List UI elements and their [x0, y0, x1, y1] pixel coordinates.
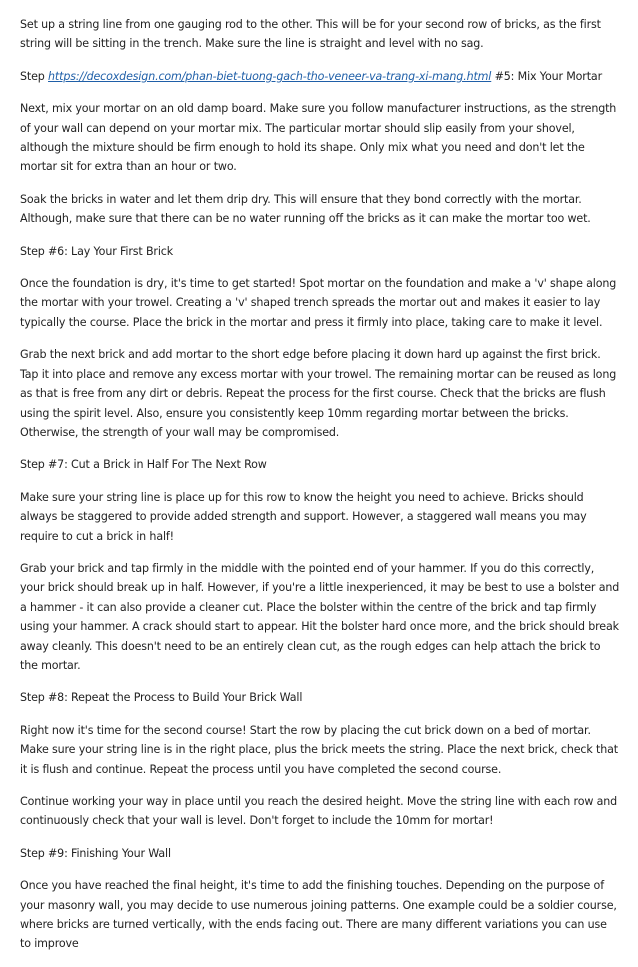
step-5-heading: [20, 67, 620, 86]
paragraph-second-course: Right now it's time for the second course! Start the row by placing the cut brick down on a bed of mortar. Make sure your string line is in the right place, plus the brick meets the string. Place the next brick, check that it is flush and continue. Repeat the process until you have completed the second course.: [20, 723, 618, 776]
step-5-title: #5: Mix Your Mortar: [491, 69, 602, 83]
paragraph-foundation: Once the foundation is dry, it's time to get started! Spot mortar on the foundation and make a 'v' shape along the mortar with your trowel. Creating a 'v' shaped trench spreads the mortar out and makes it easier to lay typically the course. Place the brick in the mortar and press it firmly into place, taking care to make it level.: [20, 277, 617, 329]
step-8-heading: Step #8: Repeat the Process to Build Your Brick Wall: [20, 691, 303, 705]
decoxdesign-link[interactable]: https://decoxdesign.com/phan-biet-tuong-gach-tho-veneer-va-trang-xi-mang.html: [48, 69, 492, 83]
document-body: [20, 15, 620, 967]
step-9-heading: Step #9: Finishing Your Wall: [20, 846, 171, 860]
paragraph-cut-brick: Grab your brick and tap firmly in the middle with the pointed end of your hammer. If you do this correctly, your brick should break up in half. However, if you're a little inexperienced, it may be best to use a bolster and a hammer - it can also provide a cleaner cut. Place the bolster within the centre of the brick and tap firmly using your hammer. A crack should start to appear. Hit the bolster hard once more, and the brick should break away cleanly. This doesn't need to be an entirely clean cut, as the rough edges can help attach the brick to the mortar.: [20, 561, 620, 672]
paragraph-string-line: Set up a string line from one gauging rod to the other. This will be for your second row of bricks, as the first string will be sitting in the trench. Make sure the line is straight and level with no sag.: [20, 18, 601, 51]
paragraph-finishing: Once you have reached the final height, it's time to add the finishing touches. Depending on the purpose of your masonry wall, you may decide to use numerous joining patterns. One example could be a soldier course, where bricks are turned vertically, with the ends facing out. There are many different variations you can use to improve: [20, 879, 617, 951]
paragraph-next-brick: Grab the next brick and add mortar to the short edge before placing it down hard up against the first brick. Tap it into place and remove any excess mortar with your trowel. The remaining mortar can be reused as long as that is free from any dirt or debris. Repeat the process for the first course. Check that the bricks are flush using the spirit level. Also, ensure you consistently keep 10mm regarding mortar between the bricks. Otherwise, the strength of your wall may be compromised.: [20, 348, 617, 439]
paragraph-mix-mortar: Next, mix your mortar on an old damp board. Make sure you follow manufacturer instructions, as the strength of your wall can depend on your mortar mix. The particular mortar should slip easily from your shovel, although the mixture should be firm enough to hold its shape. Only mix what you need and don't let the mortar sit for extra than an hour or two.: [20, 102, 617, 174]
paragraph-soak-bricks: Soak the bricks in water and let them drip dry. This will ensure that they bond correctly with the mortar. Although, make sure that there can be no water running off the bricks as it can make the mortar too wet.: [20, 192, 591, 226]
paragraph-continue: Continue working your way in place until you reach the desired height. Move the string line with each row and continuously check that your wall is level. Don't forget to include the 10mm for mortar!: [20, 795, 618, 828]
step-7-heading: Step #7: Cut a Brick in Half For The Next Row: [20, 458, 267, 472]
step-6-heading: Step #6: Lay Your First Brick: [20, 244, 173, 258]
step-5-prefix: Step: [20, 69, 49, 83]
paragraph-string-height: Make sure your string line is place up for this row to know the height you need to achieve. Bricks should always be staggered to provide added strength and support. However, a staggered wall means you may require to cut a brick in half!: [20, 490, 587, 543]
